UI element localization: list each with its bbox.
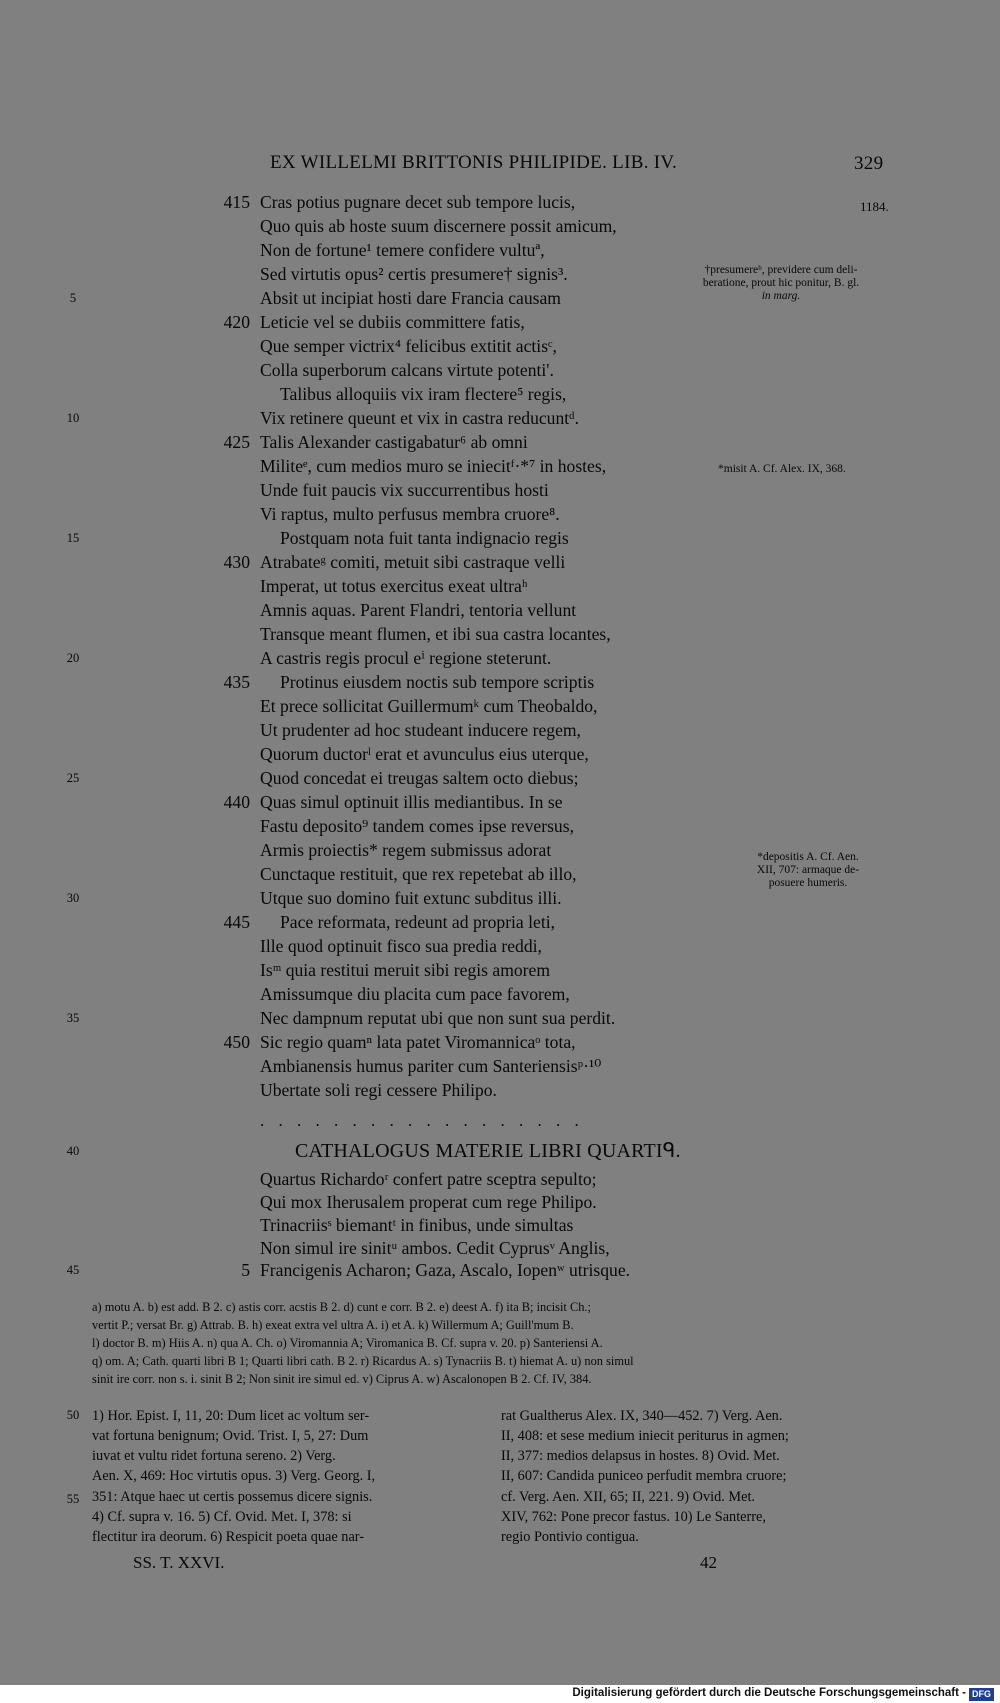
verse-line: Quas simul optinuit illis mediantibus. In se xyxy=(260,792,563,812)
catalogue-line: Francigenis Acharon; Gaza, Ascalo, Iopenʷ utrisque. xyxy=(260,1260,631,1280)
line-number: 35 xyxy=(66,1011,80,1025)
verse-line: Transque meant flumen, et ibi sua castra locantes, xyxy=(260,624,611,644)
line-number: 45 xyxy=(66,1263,80,1277)
verse-line: Quorum ductorˡ erat et avunculus eius uterque, xyxy=(260,744,589,764)
source-note: 351: Atque haec ut certis possemus dicere signis. xyxy=(92,1489,373,1505)
verse-number: 415 xyxy=(223,192,250,212)
running-header: EX WILLELMI BRITTONIS PHILIPIDE. LIB. IV. xyxy=(270,152,678,173)
verse-line: Quo quis ab hoste suum discernere possit amicum, xyxy=(260,216,617,236)
source-note: 4) Cf. supra v. 16. 5) Cf. Ovid. Met. I, 378: si xyxy=(92,1509,352,1525)
side-note: *depositis A. Cf. Aen. XII, 707: armaque de- posuere humeris. xyxy=(756,851,860,889)
source-note: II, 408: et sese medium iniecit periturus in agmen; xyxy=(501,1428,789,1444)
verse-line: Ut prudenter ad hoc studeant inducere regem, xyxy=(260,720,581,740)
dfg-logo: DFG xyxy=(969,1688,994,1701)
verse-line: Cunctaque restituit, que rex repetebat ab illo, xyxy=(260,864,577,884)
verse-number: 430 xyxy=(223,552,250,572)
verse-line: Vix retinere queunt et vix in castra reducuntᵈ. xyxy=(260,408,580,428)
verse-line: Absit ut incipiat hosti dare Francia causam xyxy=(260,288,561,308)
verse-line: Unde fuit paucis vix succurrentibus hosti xyxy=(260,480,549,500)
source-note: vat fortuna benignum; Ovid. Trist. I, 5, 27: Dum xyxy=(92,1428,369,1444)
source-note: 1) Hor. Epist. I, 11, 20: Dum licet ac voltum ser- xyxy=(92,1408,370,1424)
apparatus-line: l) doctor B. m) Hiis A. n) qua A. Ch. o) Viromannia A; Viromanica B. Cf. supra v. 20. p) Santeriensi A. xyxy=(92,1336,603,1350)
verse-line: Nec dampnum reputat ubi que non sunt sua perdit. xyxy=(260,1008,616,1028)
catalogue-title: CATHALOGUS MATERIE LIBRI QUARTIᑫ. xyxy=(295,1140,681,1162)
catalogue-line: Qui mox Iherusalem properat cum rege Philipo. xyxy=(260,1192,597,1212)
verse-line: Que semper victrix⁴ felicibus extitit actisᶜ, xyxy=(260,336,557,356)
line-number: 5 xyxy=(69,291,77,305)
verse-line: Amnis aquas. Parent Flandri, tentoria vellunt xyxy=(260,600,577,620)
verse-line: Imperat, ut totus exercitus exeat ultraʰ xyxy=(260,576,528,596)
verse-line: Pace reformata, redeunt ad propria leti, xyxy=(280,912,556,932)
verse-line: Ubertate soli regi cessere Philipo. xyxy=(260,1080,497,1100)
source-note: flectitur ira deorum. 6) Respicit poeta quae nar- xyxy=(92,1529,365,1545)
verse-line: Amissumque diu placita cum pace favorem, xyxy=(260,984,570,1004)
verse-line: Ambianensis humus pariter cum Santeriensisᵖ·¹⁰ xyxy=(260,1056,602,1076)
apparatus-line: a) motu A. b) est add. B 2. c) astis corr. acstis B 2. d) cunt e corr. B 2. e) deest A. f) ita B; incisit Ch.; xyxy=(92,1300,591,1314)
line-number: 10 xyxy=(66,411,80,425)
verse-line: Sic regio quamⁿ lata patet Viromannicaᵒ tota, xyxy=(260,1032,576,1052)
verse-line: Quod concedat ei treugas saltem octo diebus; xyxy=(260,768,579,788)
verse-line: Postquam nota fuit tanta indignacio regis xyxy=(280,528,569,548)
line-number: 40 xyxy=(66,1144,80,1158)
verse-line: Protinus eiusdem noctis sub tempore scriptis xyxy=(280,672,595,692)
catalogue-line: Non simul ire sinitᵘ ambos. Cedit Cyprusᵛ Anglis, xyxy=(260,1238,610,1258)
verse-number: 420 xyxy=(223,312,250,332)
line-number: 25 xyxy=(66,771,80,785)
source-note: XIV, 762: Pone precor fastus. 10) Le Santerre, xyxy=(501,1509,766,1525)
source-note: iuvat et vultu ridet fortuna sereno. 2) Verg. xyxy=(92,1448,336,1464)
line-number: 30 xyxy=(66,891,80,905)
verse-line: Utque suo domino fuit extunc subditus illi. xyxy=(260,888,562,908)
source-note: II, 607: Candida puniceo perfudit membra cruore; xyxy=(501,1468,787,1484)
line-number: 20 xyxy=(66,651,80,665)
verse-line: Vi raptus, multo perfusus membra cruore⁸. xyxy=(260,504,560,524)
verse-line: Ille quod optinuit fisco sua predia reddi, xyxy=(260,936,542,956)
verse-line: Militeᵉ, cum medios muro se iniecitᶠ·*⁷ in hostes, xyxy=(260,456,607,476)
ellipsis-dots: . . . . . . . . . . . . . . . . . . xyxy=(260,1111,584,1130)
verse-number: 450 xyxy=(223,1032,250,1052)
verse-line: Isᵐ quia restitui meruit sibi regis amorem xyxy=(260,960,551,980)
line-number: 15 xyxy=(66,531,80,545)
side-note: †presumereᵇ, previdere cum deli- beratione, prout hic ponitur, B. gl. in marg. xyxy=(702,264,860,302)
source-note: regio Pontivio contigua. xyxy=(501,1529,639,1545)
source-note: rat Gualtherus Alex. IX, 340—452. 7) Verg. Aen. xyxy=(501,1408,783,1424)
side-note: *misit A. Cf. Alex. IX, 368. xyxy=(718,463,846,475)
catalogue-line: Quartus Richardoʳ confert patre sceptra sepulto; xyxy=(260,1169,597,1189)
funding-notice: Digitalisierung gefördert durch die Deutsche Forschungsgemeinschaft - xyxy=(572,1687,966,1699)
verse-line: Armis proiectis* regem submissus adorat xyxy=(260,840,552,860)
verse-number: 440 xyxy=(223,792,250,812)
line-number: 50 xyxy=(66,1408,80,1422)
sheet-number: 42 xyxy=(700,1553,717,1572)
apparatus-line: sinit ire corr. non s. i. sinit B 2; Non sinit ire simul ed. v) Ciprus A. w) Ascalonopen B 2. Cf. IV, 384. xyxy=(92,1372,592,1386)
source-note: cf. Verg. Aen. XII, 65; II, 221. 9) Ovid. Met. xyxy=(501,1489,755,1505)
year-margin: 1184. xyxy=(860,199,889,214)
catalogue-verse-number: 5 xyxy=(241,1260,250,1280)
line-number: 55 xyxy=(66,1492,80,1506)
verse-line: Fastu deposito⁹ tandem comes ipse reversus, xyxy=(260,816,574,836)
verse-line: Leticie vel se dubiis committere fatis, xyxy=(260,312,525,332)
verse-line: Talibus alloquiis vix iram flectere⁵ regis, xyxy=(280,384,567,404)
verse-line: Colla superborum calcans virtute potenti'. xyxy=(260,360,554,380)
source-note: Aen. X, 469: Hoc virtutis opus. 3) Verg. Georg. I, xyxy=(92,1468,376,1484)
verse-line: Non de fortune¹ temere confidere vultuª, xyxy=(260,240,545,260)
page-number: 329 xyxy=(854,153,884,174)
verse-number: 445 xyxy=(223,912,250,932)
source-note: II, 377: medios delapsus in hostes. 8) Ovid. Met. xyxy=(501,1448,780,1464)
catalogue-line: Trinacriisˢ biemantᵗ in finibus, unde simultas xyxy=(260,1215,574,1235)
verse-number: 425 xyxy=(223,432,250,452)
verse-number: 435 xyxy=(223,672,250,692)
verse-line: Cras potius pugnare decet sub tempore lucis, xyxy=(260,192,576,212)
verse-line: Et prece sollicitat Guillermumᵏ cum Theobaldo, xyxy=(260,696,598,716)
volume-signature: SS. T. XXVI. xyxy=(133,1553,225,1572)
verse-line: A castris regis procul eⁱ regione steterunt. xyxy=(260,648,552,668)
verse-line: Atrabateᵍ comiti, metuit sibi castraque velli xyxy=(260,552,566,572)
apparatus-line: q) om. A; Cath. quarti libri B 1; Quarti libri cath. B 2. r) Ricardus A. s) Tynacriis B. t) hiemat A. u) non simul xyxy=(92,1354,634,1368)
verse-line: Sed virtutis opus² certis presumere† signis³. xyxy=(260,264,568,284)
verse-line: Talis Alexander castigabatur⁶ ab omni xyxy=(260,432,528,452)
apparatus-line: vertit P.; versat Br. g) Attrab. B. h) exeat extra vel ultra A. i) et A. k) Willermum A; Guill'mum B. xyxy=(92,1318,574,1332)
